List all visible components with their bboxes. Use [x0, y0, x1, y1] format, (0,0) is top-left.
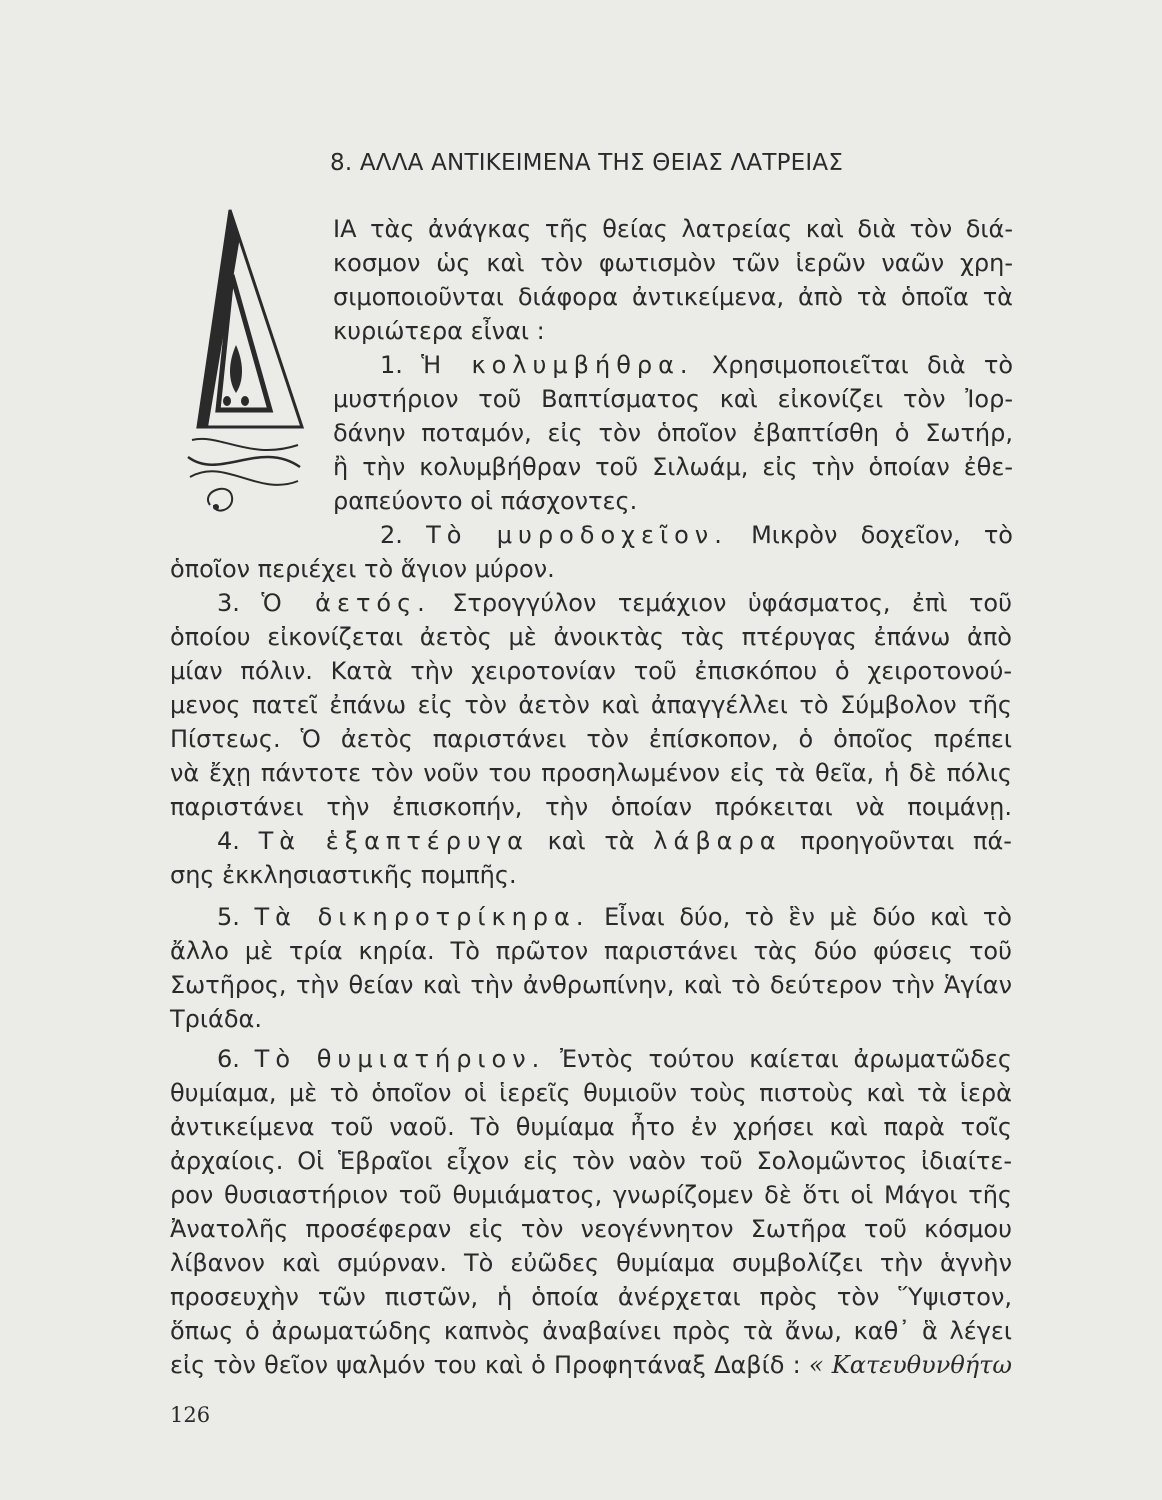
text-line: μίαν πόλιν. Κατὰ τὴν χειροτονίαν τοῦ ἐπισκόπου ὁ χειροτονού- [170, 657, 1012, 685]
text-line-last [170, 1348, 1012, 1382]
item-text: καὶ τὰ [547, 827, 635, 855]
item-4-heading-line [217, 824, 1012, 858]
text-line: κυριώτερα εἶναι : [333, 317, 545, 345]
item-text: προηγοῦνται πά- [800, 827, 1012, 855]
section-heading: 8. ΑΛΛΑ ΑΝΤΙΚΕΙΜΕΝΑ ΤΗΣ ΘΕΙΑΣ ΛΑΤΡΕΙΑΣ [330, 150, 844, 176]
item-number: 6. [217, 1045, 240, 1073]
text-line: θυμίαμα, μὲ τὸ ὁποῖον οἱ ἱερεῖς θυμιοῦν τοὺς πιστοὺς καὶ τὰ ἱερὰ [170, 1079, 1012, 1107]
text-line: ἀντικείμενα τοῦ ναοῦ. Τὸ θυμίαμα ἦτο ἐν χρήσει καὶ παρὰ τοῖς [170, 1113, 1012, 1141]
item-3-heading-line [217, 586, 1012, 620]
item-text: Μικρὸν δοχεῖον, τὸ [751, 521, 1013, 549]
item-1-heading-line [380, 348, 1013, 382]
dropcap-delta-ornament [170, 205, 310, 525]
item-number: 3. [217, 589, 240, 617]
text-line: ἀρχαίοις. Οἱ Ἑβραῖοι εἶχον εἰς τὸν ναὸν τοῦ Σολομῶντος ἰδιαίτε- [170, 1147, 1012, 1175]
text-line: ραπεύοντο οἱ πάσχοντες. [333, 487, 638, 515]
item-5-heading-line [217, 900, 1012, 934]
item-text: Χρησιμοποιεῖται διὰ τὸ [711, 351, 1013, 379]
item-term: Ὁ ἀετός. [261, 589, 431, 617]
item-text: εἰς τὸν θεῖον ψαλμόν του καὶ ὁ Προφητάναξ Δαβίδ : [170, 1351, 801, 1379]
text-line: δάνην ποταμόν, εἰς τὸν ὁποῖον ἐβαπτίσθη ὁ Σωτήρ, [333, 419, 1013, 447]
text-line: ὁποίου εἰκονίζεται ἀετὸς μὲ ἀνοικτὰς τὰς πτέρυγας ἐπάνω ἀπὸ [170, 623, 1012, 651]
text-line: Πίστεως. Ὁ ἀετὸς παριστάνει τὸν ἐπίσκοπον, ὁ ὁποῖος πρέπει [170, 725, 1012, 753]
item-term: Τὰ ἑξαπτέρυγα [258, 827, 529, 855]
item-term: Τὸ μυροδοχεῖον. [426, 521, 728, 549]
item-text: Εἶναι δύο, τὸ ἓν μὲ δύο καὶ τὸ [604, 903, 1012, 931]
text-line: Ἀνατολῆς προσέφεραν εἰς τὸν νεογέννητον Σωτῆρα τοῦ κόσμου [170, 1215, 1012, 1243]
item-term: Τὸ θυμιατήριον. [254, 1045, 546, 1073]
text-line: ἄλλο μὲ τρία κηρία. Τὸ πρῶτον παριστάνει τὰς δύο φύσεις τοῦ [170, 937, 1012, 965]
text-line: παριστάνει τὴν ἐπισκοπήν, τὴν ὁποίαν πρόκειται νὰ ποιμάνῃ. [170, 793, 1012, 821]
item-term: Ἡ κολυμβήθρα. [421, 351, 694, 379]
text-line: σης ἐκκλησιαστικῆς πομπῆς. [170, 861, 517, 889]
quote-start: « Κατευθυνθήτω [808, 1351, 1012, 1379]
text-line: ρον θυσιαστήριον τοῦ θυμιάματος, γνωρίζομεν δὲ ὅτι οἱ Μάγοι τῆς [170, 1181, 1012, 1209]
item-text: Ἐντὸς τούτου καίεται ἀρωματῶδες [560, 1045, 1012, 1073]
item-term: λάβαρα [653, 827, 782, 855]
item-number: 2. [380, 521, 403, 549]
text-line: ὅπως ὁ ἀρωματώδης καπνὸς ἀναβαίνει πρὸς τὰ ἄνω, καθ᾿ ἃ λέγει [170, 1317, 1012, 1345]
text-line: κοσμον ὡς καὶ τὸν φωτισμὸν τῶν ἱερῶν ναῶν χρη- [333, 249, 1013, 277]
item-6-heading-line [217, 1042, 1012, 1076]
item-number: 5. [217, 903, 240, 931]
text-line: Σωτῆρος, τὴν θείαν καὶ τὴν ἀνθρωπίνην, καὶ τὸ δεύτερον τὴν Ἁγίαν [170, 971, 1012, 999]
item-2-heading-line [380, 518, 1013, 552]
text-line: νὰ ἔχῃ πάντοτε τὸν νοῦν του προσηλωμένον εἰς τὰ θεῖα, ἡ δὲ πόλις [170, 759, 1012, 787]
item-number: 4. [217, 827, 240, 855]
item-term: Τὰ δικηροτρίκηρα. [254, 903, 590, 931]
text-line: ὁποῖον περιέχει τὸ ἅγιον μύρον. [170, 555, 555, 583]
page-number: 126 [170, 1403, 211, 1427]
item-number: 1. [380, 351, 403, 379]
text-line: μενος πατεῖ ἐπάνω εἰς τὸν ἀετὸν καὶ ἀπαγγέλλει τὸ Σύμβολον τῆς [170, 691, 1012, 719]
text-line: προσευχὴν τῶν πιστῶν, ἡ ὁποία ἀνέρχεται πρὸς τὸν Ὕψιστον, [170, 1283, 1012, 1311]
text-line: μυστήριον τοῦ Βαπτίσματος καὶ εἰκονίζει τὸν Ἰορ- [333, 385, 1013, 413]
text-line: ἢ τὴν κολυμβήθραν τοῦ Σιλωάμ, εἰς τὴν ὁποίαν ἐθε- [333, 453, 1013, 481]
text-line: ΙΑ τὰς ἀνάγκας τῆς θείας λατρείας καὶ διὰ τὸν διά- [333, 215, 1013, 243]
text-line: Τριάδα. [170, 1005, 262, 1033]
text-line: σιμοποιοῦνται διάφορα ἀντικείμενα, ἀπὸ τὰ ὁποῖα τὰ [333, 283, 1013, 311]
text-line: λίβανον καὶ σμύρναν. Τὸ εὐῶδες θυμίαμα συμβολίζει τὴν ἁγνὴν [170, 1249, 1012, 1277]
item-text: Στρογγύλον τεμάχιον ὑφάσματος, ἐπὶ τοῦ [452, 589, 1013, 617]
